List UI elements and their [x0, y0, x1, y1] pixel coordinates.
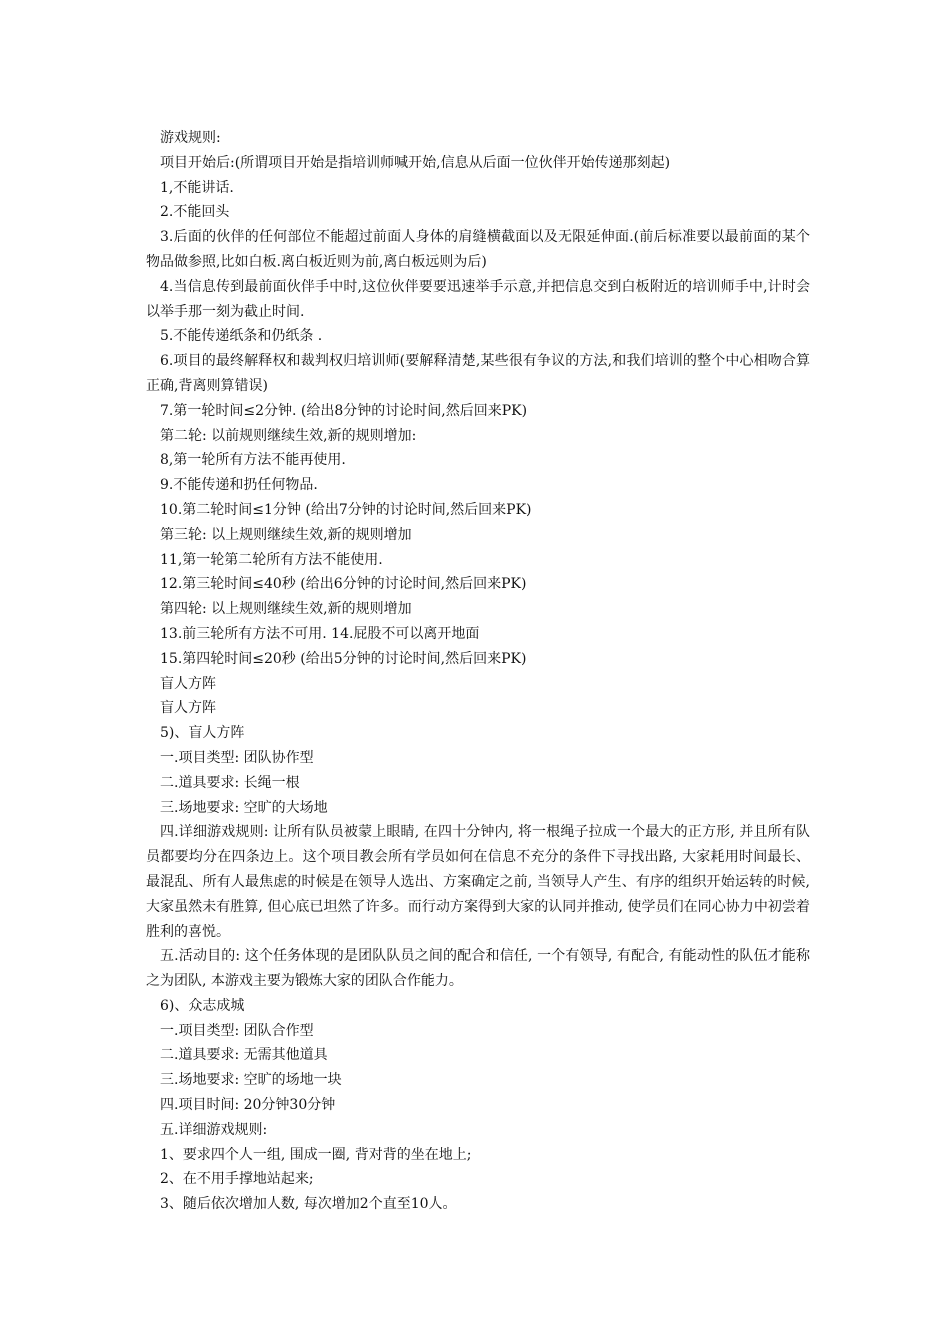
- paragraph: 9.不能传递和扔任何物品.: [160, 477, 318, 494]
- document-body: [146, 126, 810, 1217]
- section-heading: 盲人方阵: [160, 675, 216, 692]
- paragraph: 1、要求四个人一组, 围成一圈, 背对背的坐在地上;: [160, 1146, 472, 1163]
- paragraph: 一.项目类型: 团队协作型: [160, 749, 314, 766]
- paragraph: 2、在不用手撑地站起来;: [160, 1171, 314, 1188]
- paragraph: 12.第三轮时间≤40秒 (给出6分钟的讨论时间,然后回来PK): [160, 576, 527, 593]
- paragraph: 8,第一轮所有方法不能再使用.: [160, 452, 346, 469]
- paragraph: 1,不能讲话.: [160, 179, 234, 196]
- paragraph: 一.项目类型: 团队合作型: [160, 1022, 314, 1039]
- paragraph: 4.当信息传到最前面伙伴手中时,这位伙伴要要迅速举手示意,并把信息交到白板附近的培训师手中,计时会以举手那一刻为截止时间.: [146, 278, 810, 320]
- paragraph: 13.前三轮所有方法不可用. 14.屁股不可以离开地面: [160, 625, 480, 642]
- paragraph: 第四轮: 以上规则继续生效,新的规则增加: [160, 601, 412, 618]
- paragraph: 2.不能回头: [160, 204, 230, 221]
- paragraph: 5.不能传递纸条和仍纸条 .: [160, 328, 323, 345]
- paragraph: 四.项目时间: 20分钟30分钟: [160, 1097, 336, 1114]
- paragraph: 游戏规则:: [160, 130, 221, 146]
- paragraph: 三.场地要求: 空旷的大场地: [160, 799, 328, 816]
- section-heading: 6)、众志成城: [160, 997, 245, 1014]
- paragraph: 6.项目的最终解释权和裁判权归培训师(要解释清楚,某些很有争议的方法,和我们培训的整个中心相吻合算正确,背离则算错误): [146, 353, 810, 394]
- paragraph: 五.详细游戏规则:: [160, 1121, 268, 1138]
- paragraph: 第三轮: 以上规则继续生效,新的规则增加: [160, 526, 412, 543]
- paragraph: 11,第一轮第二轮所有方法不能使用.: [160, 551, 383, 568]
- paragraph: 项目开始后:(所谓项目开始是指培训师喊开始,信息从后面一位伙伴开始传递那刻起): [160, 154, 671, 171]
- paragraph: 第二轮: 以前规则继续生效,新的规则增加:: [160, 427, 417, 444]
- paragraph: 三.场地要求: 空旷的场地一块: [160, 1072, 342, 1089]
- paragraph: 3、随后依次增加人数, 每次增加2个直至10人。: [160, 1196, 457, 1213]
- section-heading: 盲人方阵: [160, 700, 216, 717]
- paragraph: 四.详细游戏规则: 让所有队员被蒙上眼睛, 在四十分钟内, 将一根绳子拉成一个最大的正方形, 并且所有队员都要均分在四条边上。这个项目教会所有学员如何在信息不充分的条件下寻找出路, 大家耗用时间最长、最混乱、所有人最焦虑的时候是在领导人选出、方案确定之前, 当领导人产生、有序的组织开始运转的时候, 大家虽然未有胜算, 但心底已坦然了许多。而行动方案得到大家的认同并推动, 使学员们在同心协力中初尝着胜利的喜悦。: [146, 824, 810, 940]
- paragraph: 7.第一轮时间≤2分钟. (给出8分钟的讨论时间,然后回来PK): [160, 402, 528, 419]
- paragraph: 二.道具要求: 无需其他道具: [160, 1047, 328, 1064]
- paragraph: 15.第四轮时间≤20秒 (给出5分钟的讨论时间,然后回来PK): [160, 650, 527, 667]
- paragraph: 10.第二轮时间≤1分钟 (给出7分钟的讨论时间,然后回来PK): [160, 501, 532, 518]
- paragraph: 五.活动目的: 这个任务体现的是团队队员之间的配合和信任, 一个有领导, 有配合, 有能动性的队伍才能称之为团队, 本游戏主要为锻炼大家的团队合作能力。: [146, 948, 810, 990]
- section-heading: 5)、盲人方阵: [160, 725, 245, 742]
- paragraph: 3.后面的伙伴的任何部位不能超过前面人身体的肩缝横截面以及无限延伸面.(前后标准要以最前面的某个物品做参照,比如白板.离白板近则为前,离白板远则为后): [146, 229, 810, 270]
- paragraph: 二.道具要求: 长绳一根: [160, 774, 300, 791]
